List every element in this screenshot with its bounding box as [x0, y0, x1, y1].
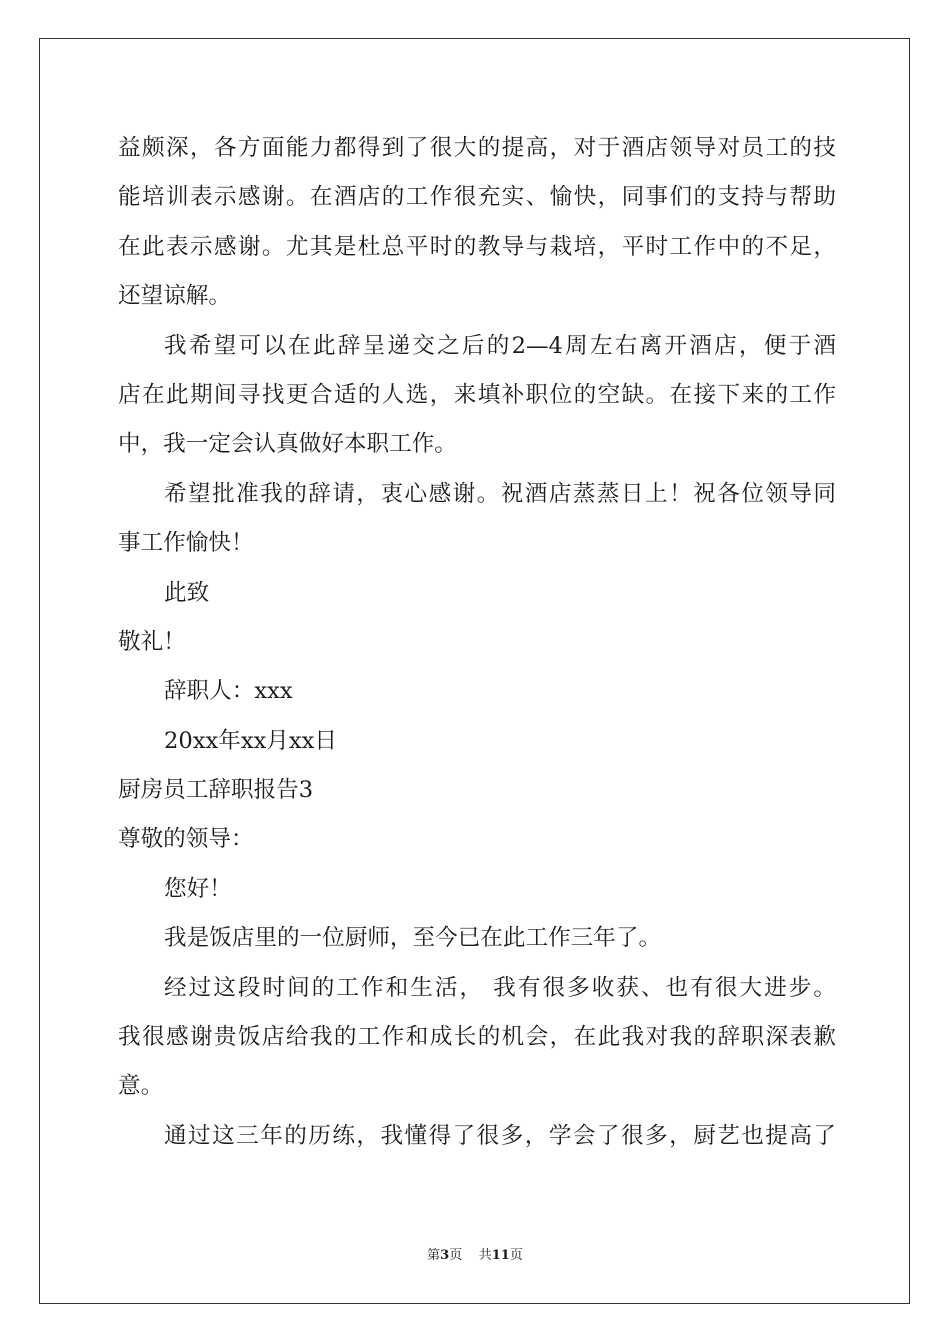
body-line: 能培训表示感谢。在酒店的工作很充实、愉快，同事们的支持与帮助	[118, 184, 836, 211]
footer-total-prefix: 共	[478, 1248, 492, 1263]
footer-page-suffix: 页	[449, 1248, 463, 1263]
greeting-line: 尊敬的领导：	[118, 826, 254, 853]
body-line: 意。	[118, 1073, 164, 1100]
body-line: 通过这三年的历练，我懂得了很多，学会了很多，厨艺也提高了	[164, 1122, 836, 1149]
body-line: 希望批准我的辞请，衷心感谢。祝酒店蒸蒸日上！祝各位领导同	[164, 480, 836, 507]
body-line: 在此表示感谢。尤其是杜总平时的教导与栽培，平时工作中的不足，	[118, 233, 836, 260]
body-line: 还望谅解。	[118, 283, 231, 310]
body-line: 店在此期间寻找更合适的人选，来填补职位的空缺。在接下来的工作	[118, 381, 836, 408]
body-line: 我很感谢贵饭店给我的工作和成长的机会，在此我对我的辞职深表歉	[118, 1024, 836, 1051]
section-title: 厨房员工辞职报告3	[118, 777, 314, 804]
footer-page-current: 3	[440, 1248, 450, 1263]
greeting-line: 您好！	[164, 875, 232, 902]
page-footer	[0, 1247, 950, 1265]
body-line: 经过这段时间的工作和生活， 我有很多收获、也有很大进步。	[164, 974, 836, 1001]
footer-total-suffix: 页	[509, 1248, 523, 1263]
closing-line: 此致	[164, 579, 210, 606]
salutation-line: 敬礼！	[118, 628, 186, 655]
date-line: 20xx年xx月xx日	[164, 727, 337, 754]
body-line: 我希望可以在此辞呈递交之后的2—4周左右离开酒店，便于酒	[164, 332, 836, 359]
body-line: 益颇深，各方面能力都得到了很大的提高，对于酒店领导对员工的技	[118, 135, 836, 161]
body-line: 中，我一定会认真做好本职工作。	[118, 431, 457, 458]
body-line: 我是饭店里的一位厨师，至今已在此工作三年了。	[164, 925, 662, 952]
signature-line: 辞职人：xxx	[164, 678, 293, 705]
body-line: 事工作愉快！	[118, 530, 254, 557]
document-body	[118, 124, 836, 1161]
footer-page-total: 11	[491, 1248, 510, 1263]
footer-page-prefix: 第	[427, 1248, 441, 1263]
